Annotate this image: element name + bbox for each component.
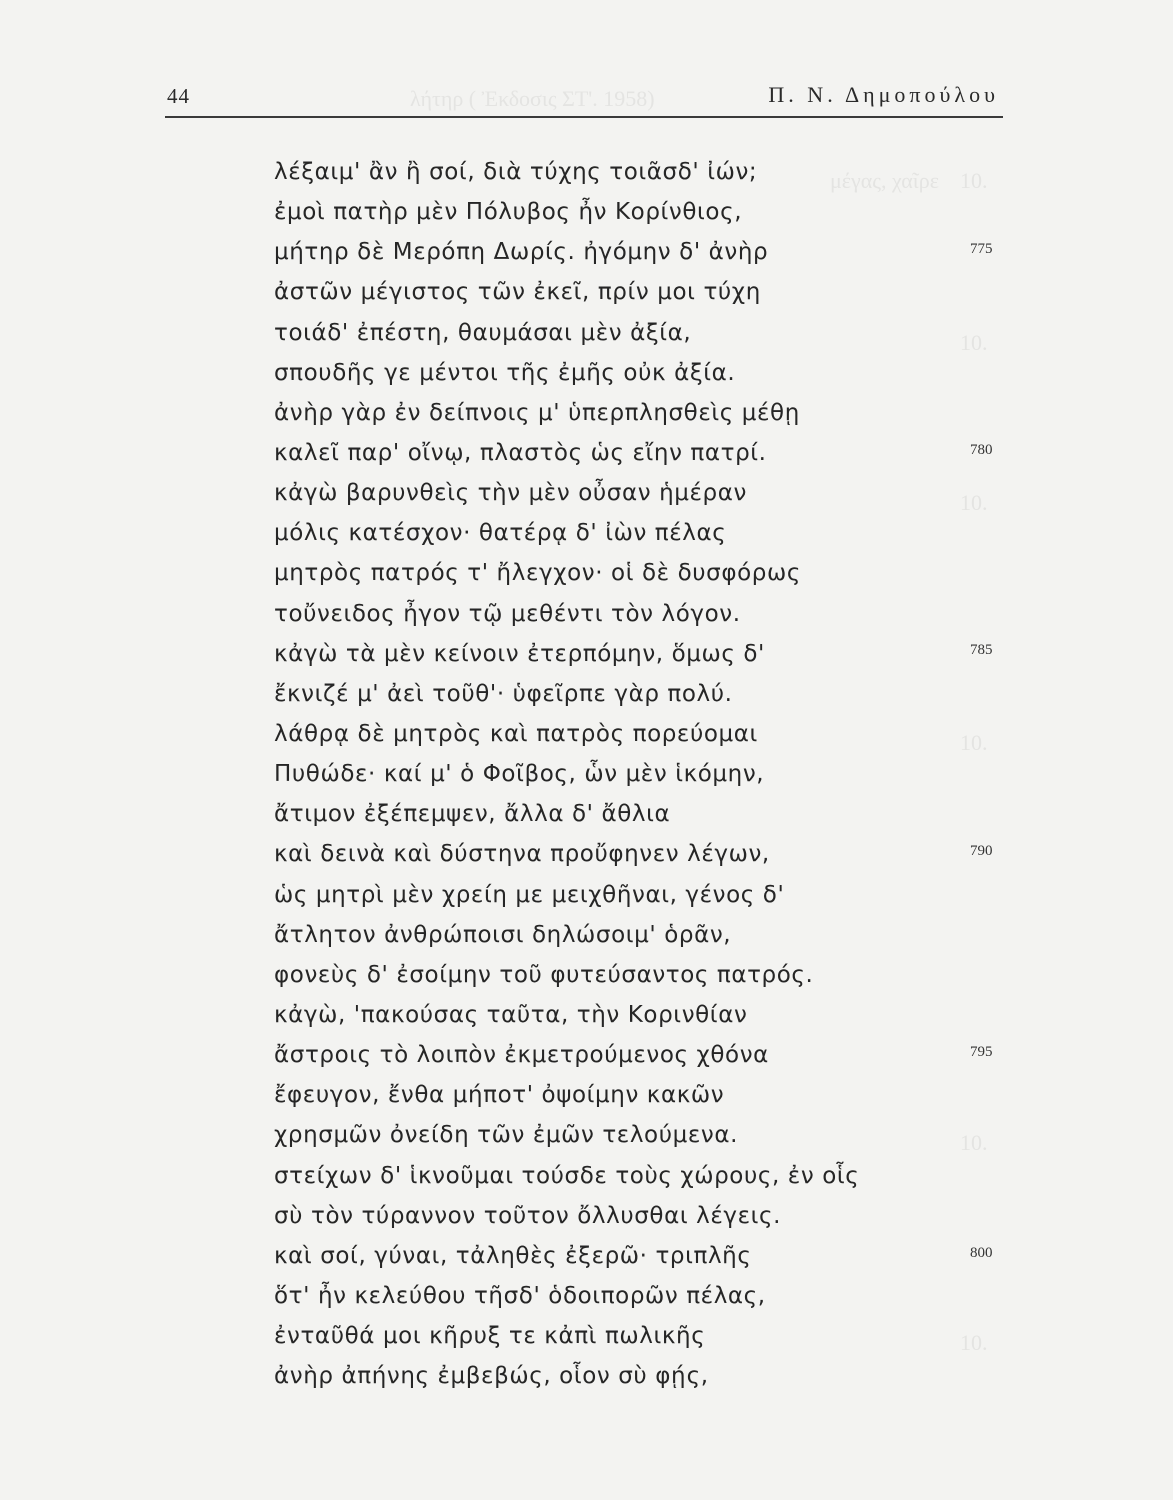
verse-block — [274, 152, 934, 1396]
verse-line: μητρὸς πατρός τ' ἤλεγχον· οἱ δὲ δυσφόρως — [274, 560, 801, 587]
verse-line: χρησμῶν ὀνείδη τῶν ἐμῶν τελούμενα. — [274, 1122, 738, 1149]
line-number-795: 795 — [970, 1044, 993, 1060]
verse-line: καὶ δεινὰ καὶ δύστηνα προὔφηνεν λέγων, — [274, 841, 770, 868]
verse-line: ἀνὴρ γὰρ ἐν δείπνοις μ' ὑπερπλησθεὶς μέθῃ — [274, 399, 800, 426]
verse-line: τοὔνειδος ἦγον τῷ μεθέντι τὸν λόγον. — [274, 600, 741, 627]
verse-line: Πυθώδε· καί μ' ὁ Φοῖβος, ὧν μὲν ἱκόμην, — [274, 761, 765, 788]
page-number: 44 — [167, 84, 190, 108]
line-number-775: 775 — [970, 241, 993, 257]
book-page: λήτηρ ( Ἐκδοσις ΣΤ'. 1958) μέγας, χαῖρε 10. 10. 10. 10. 10. 10. 44 Π. Ν. Δημοπούλου λέξαιμ' ἂν ἢ σοί, διὰ τύχης τοιᾶσδ' ἰών; ἐμοὶ πατὴρ μὲν Πόλυβος ἦν Κορίνθιος, μήτηρ δὲ Μερόπη Δωρίς. ἠγόμην δ' ἀνὴρ ἀστῶν μέγιστος τῶν ἐκεῖ, πρίν μοι τύχη τοιάδ' ἐπέστη, θαυμάσαι μὲν ἀξία, σπουδῆς γε μέντοι τῆς ἐμῆς οὐκ ἀξία. ἀνὴρ γὰρ ἐν δείπνοις μ' ὑπερπλησθεὶς μέθῃ καλεῖ παρ' οἴνῳ, πλαστὸς ὡς εἴην πατρί. κἀγὼ βαρυνθεὶς τὴν μὲν οὖσαν ἡμέραν μόλις κατέσχον· θατέρᾳ δ' ἰὼν πέλας μητρὸς πατρός τ' ἤλεγχον· οἱ δὲ δυσφόρως τοὔνειδος ἦγον τῷ μεθέντι τὸν λόγον. κἀγὼ τὰ μὲν κείνοιν ἐτερπόμην, ὅμως δ' ἔκνιζέ μ' ἀεὶ τοῦθ'· ὑφεῖρπε γὰρ πολύ. λάθρᾳ δὲ μητρὸς καὶ πατρὸς πορεύομαι Πυθώδε· καί μ' ὁ Φοῖβος, ὧν μὲν ἱκόμην, ἄτιμον ἐξέπεμψεν, ἄλλα δ' ἄθλια καὶ δεινὰ καὶ δύστηνα προὔφηνεν λέγων, ὡς μητρὶ μὲν χρείη με μειχθῆναι, γένος δ' ἄτλητον ἀνθρώποισι δηλώσοιμ' ὁρᾶν, φονεὺς δ' ἐσοίμην τοῦ φυτεύσαντος πατρός. κἀγὼ, 'πακούσας ταῦτα, τὴν Κορινθίαν ἄστροις τὸ λοιπὸν ἐκμετρούμενος χθόνα ἔφευγον, ἔνθα μήποτ' ὀψοίμην κακῶν χρησμῶν ὀνείδη τῶν ἐμῶν τελούμενα. στείχων δ' ἱκνοῦμαι τούσδε τοὺς χώρους, ἐν οἷς σὺ τὸν τύραννον τοῦτον ὄλλυσθαι λέγεις. καὶ σοί, γύναι, τἀληθὲς ἐξερῶ· τριπλῆς ὅτ' ἦν κελεύθου τῆσδ' ὁδοιπορῶν πέλας, ἐνταῦθά μοι κῆρυξ τε κἀπὶ πωλικῆς ἀνὴρ ἀπήνης ἐμβεβώς, οἷον σὺ φῄς, 775 780 785 790 795 800 — [0, 0, 1173, 1500]
line-number-800: 800 — [970, 1245, 993, 1261]
verse-line: κἀγὼ, 'πακούσας ταῦτα, τὴν Κορινθίαν — [274, 1001, 748, 1028]
line-number-790: 790 — [970, 843, 993, 859]
verse-line: καὶ σοί, γύναι, τἀληθὲς ἐξερῶ· τριπλῆς — [274, 1242, 752, 1269]
verse-line: καλεῖ παρ' οἴνῳ, πλαστὸς ὡς εἴην πατρί. — [274, 439, 767, 466]
line-number-785: 785 — [970, 642, 993, 658]
verse-line: ἄστροις τὸ λοιπὸν ἐκμετρούμενος χθόνα — [274, 1042, 769, 1069]
verse-line: ἀνὴρ ἀπήνης ἐμβεβώς, οἷον σὺ φῄς, — [274, 1363, 709, 1390]
verse-line: λέξαιμ' ἂν ἢ σοί, διὰ τύχης τοιᾶσδ' ἰών; — [274, 159, 758, 185]
verse-line: ἔκνιζέ μ' ἀεὶ τοῦθ'· ὑφεῖρπε γὰρ πολύ. — [274, 680, 733, 707]
verse-line: ἄτιμον ἐξέπεμψεν, ἄλλα δ' ἄθλια — [274, 801, 671, 828]
verse-line: ὡς μητρὶ μὲν χρείη με μειχθῆναι, γένος δ' — [274, 881, 785, 908]
verse-line: σὺ τὸν τύραννον τοῦτον ὄλλυσθαι λέγεις. — [274, 1202, 782, 1229]
verse-line: φονεὺς δ' ἐσοίμην τοῦ φυτεύσαντος πατρός. — [274, 961, 814, 988]
verse-line: κἀγὼ βαρυνθεὶς τὴν μὲν οὖσαν ἡμέραν — [274, 480, 747, 507]
verse-line: λάθρᾳ δὲ μητρὸς καὶ πατρὸς πορεύομαι — [274, 720, 758, 747]
verse-line: ὅτ' ἦν κελεύθου τῆσδ' ὁδοιπορῶν πέλας, — [274, 1282, 766, 1309]
line-number-780: 780 — [970, 442, 993, 458]
verse-line: σπουδῆς γε μέντοι τῆς ἐμῆς οὐκ ἀξία. — [274, 359, 736, 386]
verse-line: κἀγὼ τὰ μὲν κείνοιν ἐτερπόμην, ὅμως δ' — [274, 640, 765, 667]
verse-line: ἐνταῦθά μοι κῆρυξ τε κἀπὶ πωλικῆς — [274, 1323, 706, 1350]
verse-line: ἔφευγον, ἔνθα μήποτ' ὀψοίμην κακῶν — [274, 1082, 725, 1109]
verse-line: ἐμοὶ πατὴρ μὲν Πόλυβος ἦν Κορίνθιος, — [274, 199, 743, 226]
verse-line: στείχων δ' ἱκνοῦμαι τούσδε τοὺς χώρους, ἐν οἷς — [274, 1162, 860, 1189]
verse-line: μόλις κατέσχον· θατέρᾳ δ' ἰὼν πέλας — [274, 520, 727, 547]
verse-line: μήτηρ δὲ Μερόπη Δωρίς. ἠγόμην δ' ἀνὴρ — [274, 239, 769, 266]
page-header — [165, 76, 1003, 118]
verse-line: ἀστῶν μέγιστος τῶν ἐκεῖ, πρίν μοι τύχη — [274, 279, 761, 306]
verse-line: ἄτλητον ἀνθρώποισι δηλώσοιμ' ὁρᾶν, — [274, 921, 732, 948]
verse-line: τοιάδ' ἐπέστη, θαυμάσαι μὲν ἀξία, — [274, 319, 692, 346]
running-head: Π. Ν. Δημοπούλου — [768, 82, 999, 107]
